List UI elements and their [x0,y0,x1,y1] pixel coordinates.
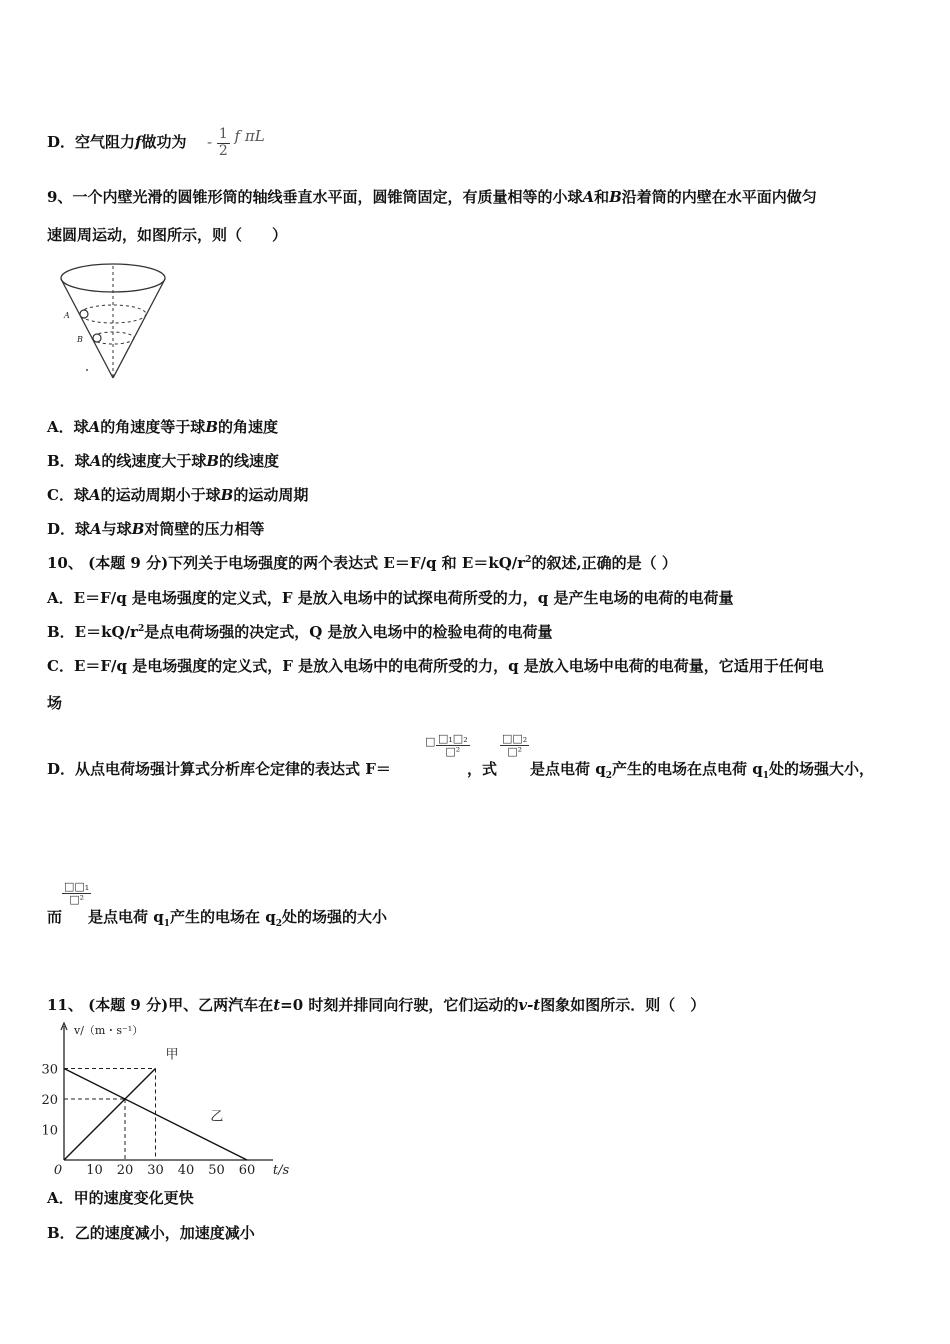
var-t: t [273,996,281,1014]
ball-a [80,310,88,318]
option-text: 球 [74,452,90,470]
placeholder-box: □ [425,735,436,748]
option-text: ，式 [467,760,498,778]
x-tick-label: 50 [208,1163,225,1175]
series-jia-line [64,1069,156,1161]
ball-b [93,334,101,342]
option-text: 球 [73,486,89,504]
option-text: 产生的电场在 q [169,908,276,926]
option-label: D． [47,520,76,538]
q8-option-d [47,127,265,159]
subscript: 2 [605,771,612,781]
var-b: B [220,486,234,504]
q10-stem [47,552,677,573]
stem-text: 11、 (本题 9 分)甲、乙两汽车在 [47,996,274,1014]
fraction-den: □² [507,745,522,759]
q9-option-b [47,450,279,471]
option-label: B． [47,452,75,470]
q10-option-a [47,587,734,608]
option-text: 产生的电场在点电荷 q [611,760,763,778]
series-jia-label: 甲 [165,1047,179,1063]
option-text: 甲的速度变化更快 [73,1189,194,1207]
var-b: B [205,418,218,436]
option-text: 的运动周期 [233,486,309,504]
fraction-kq1-r2 [62,881,91,906]
option-text: B．E＝kQ/r [47,623,138,641]
stem-text: 的叙述,正确的是（ ） [531,554,677,572]
x-tick-label: 0 [53,1163,63,1175]
y-axis-label: v/（m・s⁻¹） [74,1024,144,1037]
fraction-num: □₁□₂ [438,732,468,745]
option-text: 的角速度等于球 [100,418,206,436]
formula [206,126,265,159]
stem-text: 一个内壁光滑的圆锥形筒的轴线垂直水平面，圆锥筒固定，有质量相等的小球 [72,188,583,206]
option-text: 处的场强大小， [768,760,874,778]
option-text: 的运动周期小于球 [100,486,221,504]
vt-chart [40,1020,300,1175]
x-tick-label: 20 [116,1163,134,1175]
series-yi-label: 乙 [210,1109,224,1125]
q10-option-d [47,758,391,779]
var-a: A [88,418,101,436]
fraction-kq2-r2 [500,733,529,758]
option-text: 做功为 [141,133,187,151]
option-label: C． [47,486,74,504]
var-b: B [609,188,622,206]
fraction-q1q2-r2 [436,733,470,758]
stem-text: 和 [594,188,610,206]
stem-text: 沿着筒的内壁在水平面内做匀 [621,188,817,206]
y-tick-label: 30 [41,1062,58,1078]
option-text: A．E＝F/q 是电场强度的定义式，F 是放入电场中的试探电荷所受的力，q 是产生电场的电荷的电荷量 [47,589,734,607]
superscript: 2 [137,624,145,634]
label-b: B [77,335,83,344]
q10-option-d-line2 [47,906,62,927]
fraction [217,127,230,159]
superscript: 2 [525,555,532,565]
x-tick-label: 10 [86,1163,103,1175]
q9-stem-line2 [47,224,287,245]
option-text: 球 [73,418,89,436]
x-tick-label: 30 [147,1163,164,1175]
q10-option-b [47,621,553,642]
y-tick-label: 20 [41,1093,58,1108]
fraction-den: 2 [218,142,228,159]
formula-expr: f πL [234,127,265,145]
option-text: 球 [75,520,91,538]
fraction-den: □² [445,745,461,759]
fraction-num: □□₁ [64,880,90,893]
minus-sign: - [206,133,213,151]
q10-option-d-tail [530,758,874,781]
option-label: A． [47,1189,74,1207]
label-a: A [64,311,70,320]
q10-option-c-line2 [47,692,62,713]
option-text: 而 [47,908,63,926]
fraction-num: 1 [218,126,228,143]
option-text: 场 [47,694,63,712]
var-a: A [90,520,102,538]
var-vt: v-t [518,996,541,1014]
option-text: 乙的速度减小，加速度减小 [74,1224,255,1242]
q11-option-b [47,1222,255,1243]
q11-stem [47,994,705,1015]
option-text: 空气阻力 [75,133,136,151]
option-text: D．从点电荷场强计算式分析库仑定律的表达式 F＝ [47,760,391,778]
option-text: 的角速度 [218,418,279,436]
q10-option-c-line1 [47,655,824,676]
cone-figure [45,258,195,393]
q9-option-a [47,416,278,437]
option-text: 的线速度 [219,452,280,470]
option-text: 处的场强的大小 [281,908,387,926]
var-b: B [206,452,220,470]
stem-text: 图象如图所示．则（ ） [540,996,706,1014]
q9-option-c [47,484,308,505]
var-b: B [131,520,145,538]
q11-option-a [47,1187,194,1208]
x-axis-label: t/s [272,1163,290,1175]
option-text: 是点电荷场强的决定式，Q 是放入电场中的检验电荷的电荷量 [144,623,553,641]
y-tick-label: 10 [41,1123,58,1139]
option-label: D． [47,133,76,151]
subscript: 1 [163,919,170,929]
q10-option-d-line2-tail [88,906,387,929]
q9-option-d [47,518,264,539]
q9-stem-line1 [47,186,817,207]
speck [86,369,88,371]
option-text: 是点电荷 q [88,908,164,926]
option-text: 是点电荷 q [530,760,606,778]
option-text: 的线速度大于球 [101,452,207,470]
x-tick-label: 60 [238,1163,256,1175]
x-tick-label: 40 [177,1163,195,1175]
option-label: B． [47,1224,75,1242]
question-number: 9、 [47,188,73,206]
var-f: f [135,133,142,151]
stem-text: 速圆周运动，如图所示，则（ ） [47,226,288,244]
stem-text: 10、 (本题 9 分)下列关于电场强度的两个表达式 E＝F/q 和 E＝kQ/r [47,554,526,572]
stem-text: =0 时刻并排同向行驶，它们运动的 [280,996,519,1014]
fraction-den: □² [69,893,84,907]
option-label: A． [47,418,74,436]
var-a: A [582,188,595,206]
option-text: 对筒壁的压力相等 [144,520,265,538]
subscript: 1 [762,771,769,781]
subscript: 2 [275,919,282,929]
fraction-num: □□₂ [502,732,528,745]
option-text: 与球 [101,520,132,538]
var-a: A [88,486,101,504]
var-a: A [89,452,102,470]
option-text: C．E＝F/q 是电场强度的定义式，F 是放入电场中的电荷所受的力，q 是放入电场中电荷的电荷量，它适用于任何电 [47,657,824,675]
